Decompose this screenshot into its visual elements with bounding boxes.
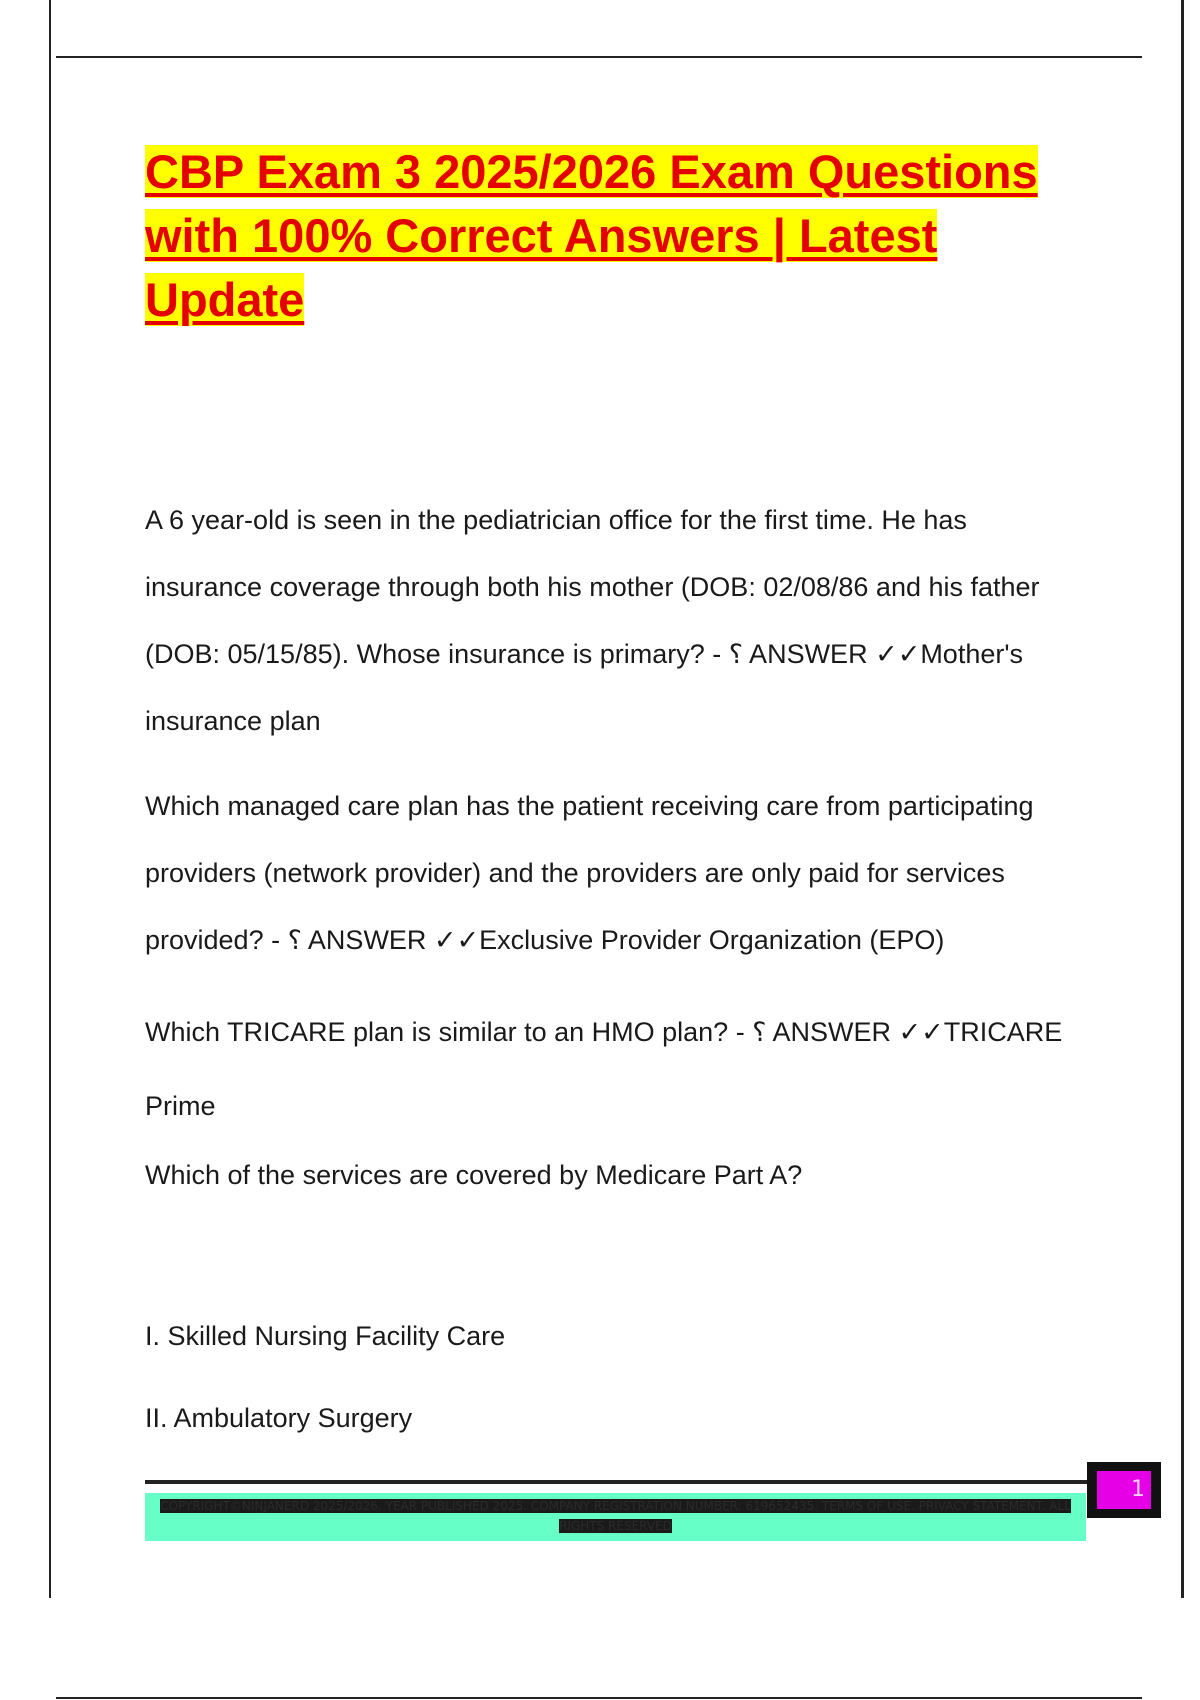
page-number: 1 <box>1097 1471 1151 1509</box>
list-item: II. Ambulatory Surgery <box>145 1403 413 1433</box>
question-answer-1: A 6 year-old is seen in the pediatrician office for the first time. He has insurance coverage through both his mother (DOB: 02/08/86 and his father (DOB: 05/15/85). Whose insurance is primary? - ⸮ ANSWER ✓✓Mother's insurance plan <box>145 505 1040 736</box>
question-answer-3: Which TRICARE plan is similar to an HMO plan? - ⸮ ANSWER ✓✓TRICARE Prime <box>145 1017 1063 1121</box>
list-item: I. Skilled Nursing Facility Care <box>145 1321 506 1351</box>
question-4: Which of the services are covered by Medicare Part A? <box>145 1160 803 1190</box>
footer-copyright-text: COPYRIGHT©NINJANERD 2025/2026. YEAR PUBLISHED 2025. COMPANY REGISTRATION NUMBER: 619652435. TERMS OF USE. PRIVACY STATEMENT. ALL RIGHTS RESERVED <box>160 1499 1071 1533</box>
document-title-text: CBP Exam 3 2025/2026 Exam Questions with 100% Correct Answers | Latest Update <box>145 145 1038 326</box>
page-bottom-rule <box>56 1697 1142 1699</box>
page-number-box <box>1087 1462 1161 1518</box>
question-answer-2: Which managed care plan has the patient receiving care from participating providers (network provider) and the providers are only paid for services provided? - ⸮ ANSWER ✓✓Exclusive Provider Organization (EPO) <box>145 791 1034 955</box>
footer-copyright-band <box>145 1493 1086 1541</box>
footer-rule <box>145 1480 1090 1484</box>
document-title <box>145 140 1105 332</box>
header-rule <box>56 56 1142 58</box>
